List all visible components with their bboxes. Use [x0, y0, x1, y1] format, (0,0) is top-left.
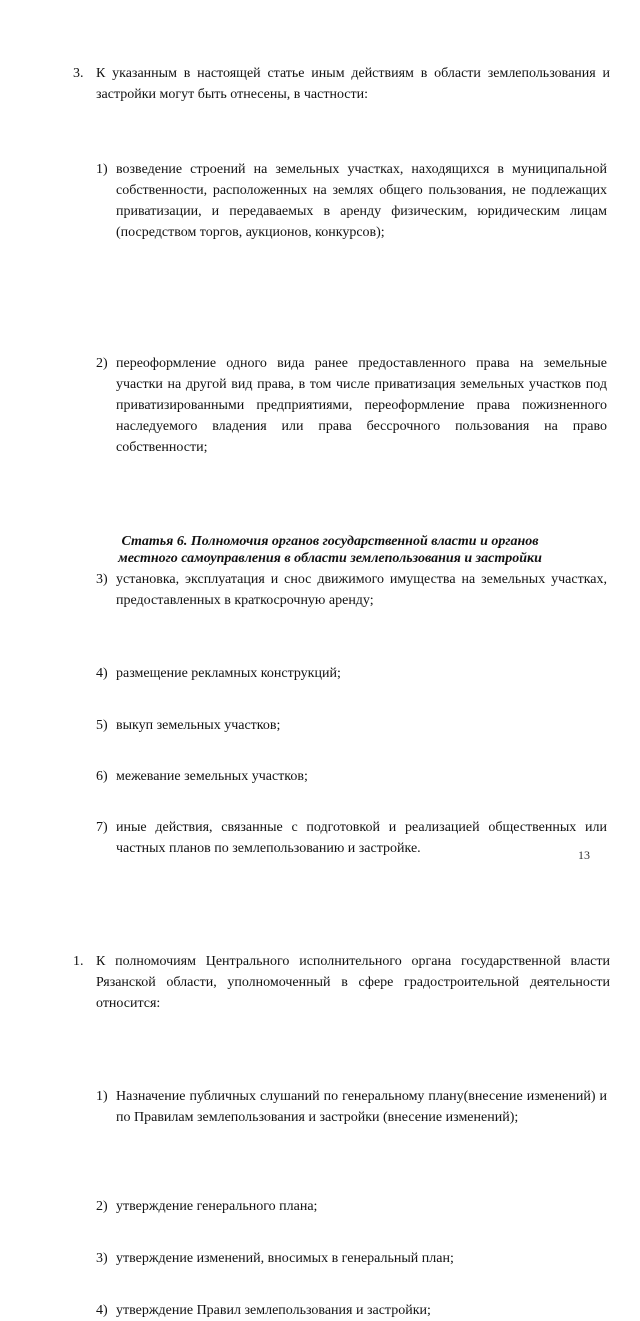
item-number: 1): [96, 162, 108, 177]
section-3-item-3: [96, 569, 607, 611]
section-1-item-4: [96, 1300, 607, 1321]
heading-line-2: местного самоуправления в области землепользования и застройки: [118, 551, 542, 566]
item-text: утверждение изменений, вносимых в генеральный план;: [116, 1251, 454, 1266]
heading-line-1: Статья 6. Полномочия органов государственной власти и органов: [121, 534, 539, 549]
item-text: установка, эксплуатация и снос движимого имущества на земельных участках, предоставленных в краткосрочную аренду;: [116, 572, 607, 608]
item-number: 3): [96, 1251, 108, 1266]
section-3-item-7: [96, 817, 607, 859]
section-3-number: 3.: [73, 66, 84, 81]
section-1-item-1: [96, 1086, 607, 1128]
item-text: Назначение публичных слушаний по генеральному плану(внесение изменений) и по Правилам землепользования и застройки (внесение изменений);: [116, 1089, 607, 1125]
item-text: утверждение генерального плана;: [116, 1199, 318, 1214]
section-3-text: К указанным в настоящей статье иным действиям в области землепользования и застройки могут быть отнесены, в частности:: [96, 66, 610, 102]
item-text: размещение рекламных конструкций;: [116, 666, 341, 681]
item-text: выкуп земельных участков;: [116, 718, 281, 733]
section-3-item-4: [96, 663, 607, 684]
item-text: возведение строений на земельных участках, находящихся в муниципальной собственности, расположенных на землях общего пользования, не подлежащих приватизации, и передаваемых в аренду физическим, юридическим лицам (посредством торгов, аукционов, конкурсов);: [116, 162, 607, 240]
section-3-item-5: [96, 715, 607, 736]
item-number: 5): [96, 718, 108, 733]
item-text: переоформление одного вида ранее предоставленного права на земельные участки на другой вид права, в том числе приватизация земельных участков под приватизированными предприятиями, переоформление права пожизненного наследуемого владения или права бессрочного пользования на право собственности;: [116, 356, 607, 455]
item-number: 4): [96, 666, 108, 681]
item-number: 6): [96, 769, 108, 784]
section-1-paragraph: [73, 951, 610, 1014]
item-number: 4): [96, 1303, 108, 1318]
section-1-item-3: [96, 1248, 607, 1269]
item-number: 2): [96, 356, 108, 371]
section-1-number: 1.: [73, 954, 84, 969]
section-1-item-2: [96, 1196, 607, 1217]
article-6-heading: [73, 533, 587, 567]
page-number: 13: [578, 848, 590, 862]
section-3-item-2: [96, 353, 607, 458]
item-number: 3): [96, 572, 108, 587]
item-text: межевание земельных участков;: [116, 769, 308, 784]
item-number: 7): [96, 820, 108, 835]
section-3-item-6: [96, 766, 607, 787]
item-text: утверждение Правил землепользования и застройки;: [116, 1303, 431, 1318]
item-number: 1): [96, 1089, 108, 1104]
item-text: иные действия, связанные с подготовкой и реализацией общественных или частных планов по землепользованию и застройке.: [116, 820, 607, 856]
section-3-paragraph: [73, 63, 610, 105]
section-1-text: К полномочиям Центрального исполнительного органа государственной власти Рязанской области, уполномоченный в сфере градостроительной деятельности относится:: [96, 954, 610, 1011]
section-3-item-1: [96, 159, 607, 243]
item-number: 2): [96, 1199, 108, 1214]
